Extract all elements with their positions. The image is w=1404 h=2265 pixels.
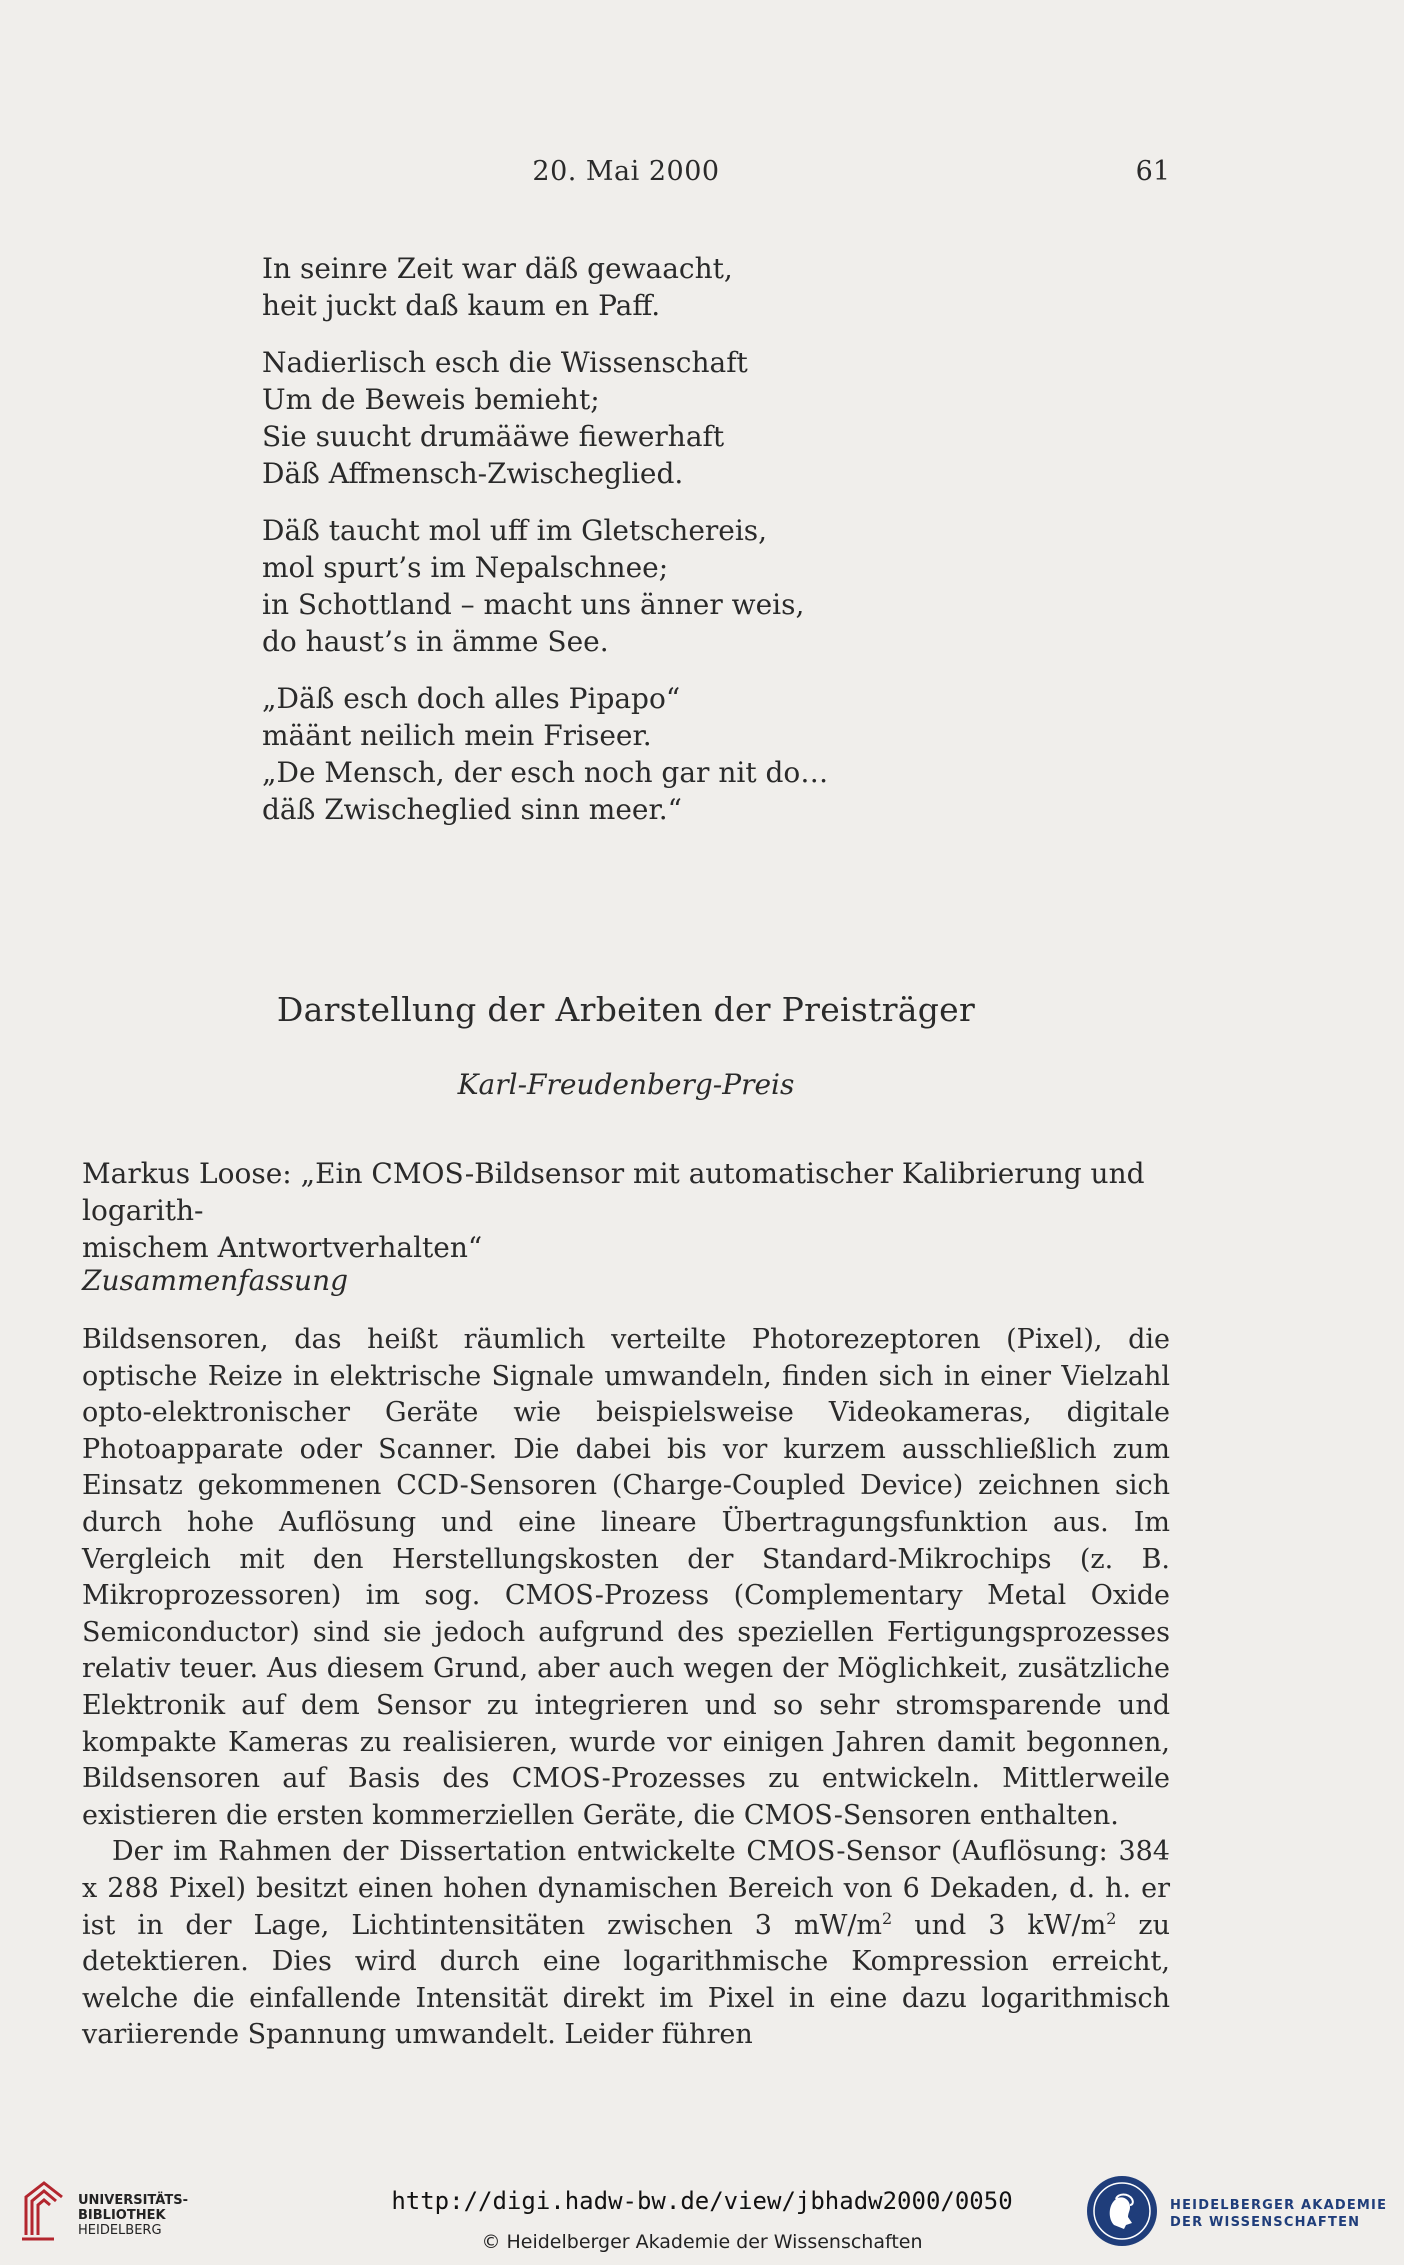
footer — [0, 2165, 1404, 2265]
poem-line: Um de Beweis bemieht; — [262, 383, 600, 416]
poem-line: in Schottland – macht uns änner weis, — [262, 588, 805, 621]
poem-line: Nadierlisch esch die Wissenschaft — [262, 346, 748, 379]
poem-line: määnt neilich mein Friseer. — [262, 719, 652, 752]
poem-line: In seinre Zeit war däß gewaacht, — [262, 252, 733, 285]
summary-heading: Zusammenfassung — [82, 1264, 349, 1297]
poem-line: Däß Affmensch-Zwischeglied. — [262, 457, 684, 490]
page-header — [82, 156, 1170, 196]
poem-line: heit juckt daß kaum en Paff. — [262, 289, 661, 322]
poem-line: Sie suucht drumääwe fiewerhaft — [262, 420, 725, 453]
paragraph — [82, 1834, 1170, 2054]
superscript: 2 — [882, 1908, 893, 1928]
paragraph-text: zu detektieren. Dies wird durch eine logarithmische Kompression erreicht, welche die einfallende Intensität direkt im Pixel in eine dazu logarithmisch variierende Spannung umwandelt. Leider führen — [82, 1909, 1170, 2051]
ub-line: HEIDELBERG — [78, 2223, 162, 2238]
academy-name — [1170, 2197, 1387, 2231]
work-title-line: mischem Antwortverhalten“ — [82, 1231, 483, 1264]
page-number: 61 — [1135, 156, 1170, 187]
poem-line: „Däß esch doch alles Pipapo“ — [262, 682, 681, 715]
body-text — [82, 1322, 1170, 2054]
work-title — [82, 1155, 1170, 1266]
poem-stanza — [262, 680, 962, 828]
poem — [262, 250, 962, 848]
work-title-line: Markus Loose: „Ein CMOS-Bildsensor mit automatischer Kalibrierung und logarith- — [82, 1157, 1145, 1227]
paragraph-text: Der im Rahmen der Dissertation entwickelte CMOS-Sensor (Auflösung: 384 x 288 Pixel) besitzt einen hohen dynamischen Bereich von 6 Dekaden, d. h. er ist in der Lage, Lichtintensitäten zwischen 3 mW/m — [82, 1836, 1170, 1941]
prize-name: Karl-Freudenberg-Preis — [457, 1068, 795, 1101]
poem-stanza — [262, 512, 962, 660]
academy-seal-icon — [1084, 2173, 1160, 2249]
poem-line: Däß taucht mol uff im Gletschereis, — [262, 514, 768, 547]
poem-line: do haust’s in ämme See. — [262, 625, 609, 658]
section-heading: Darstellung der Arbeiten der Preisträger — [276, 990, 976, 1029]
footer-copyright: © Heidelberger Akademie der Wissenschaften — [481, 2231, 923, 2253]
ub-line: BIBLIOTHEK — [78, 2208, 166, 2223]
academy-line: DER WISSENSCHAFTEN — [1170, 2215, 1361, 2230]
header-date: 20. Mai 2000 — [532, 156, 720, 187]
poem-line: däß Zwischeglied sinn meer.“ — [262, 793, 682, 826]
poem-stanza — [262, 344, 962, 492]
paragraph-text: und 3 kW/m — [892, 1909, 1107, 1941]
footer-url-link[interactable]: http://digi.hadw-bw.de/view/jbhadw2000/0050 — [391, 2187, 1013, 2215]
paragraph: Bildsensoren, das heißt räumlich verteilte Photorezeptoren (Pixel), die optische Reize in elektrische Signale umwandeln, finden sich in einer Vielzahl opto-elektronischer Geräte wie beispielsweise Videokameras, digitale Photoapparate oder Scanner. Die dabei bis vor kurzem ausschließlich zum Einsatz gekommenen CCD-Sensoren (Charge-Coupled Device) zeichnen sich durch hohe Auflösung und eine lineare Übertragungsfunktion aus. Im Vergleich mit den Herstellungskosten der Standard-Mikrochips (z. B. Mikroprozessoren) im sog. CMOS-Prozess (Complementary Metal Oxide Semiconductor) sind sie jedoch aufgrund des speziellen Fertigungsprozesses relativ teuer. Aus diesem Grund, aber auch wegen der Möglichkeit, zusätzliche Elektronik auf dem Sensor zu integrieren und so sehr stromsparende und kompakte Kameras zu realisieren, wurde vor einigen Jahren damit begonnen, Bildsensoren auf Basis des CMOS-Prozesses zu entwickeln. Mittlerweile existieren die ersten kommerziellen Geräte, die CMOS-Sensoren enthalten. — [82, 1324, 1170, 1831]
ub-line: UNIVERSITÄTS- — [78, 2193, 188, 2208]
poem-line: mol spurt’s im Nepalschnee; — [262, 551, 669, 584]
superscript: 2 — [1106, 1908, 1117, 1928]
poem-stanza — [262, 250, 962, 324]
academy-line: HEIDELBERGER AKADEMIE — [1170, 2198, 1388, 2213]
poem-line: „De Mensch, der esch noch gar nit do… — [262, 756, 829, 789]
